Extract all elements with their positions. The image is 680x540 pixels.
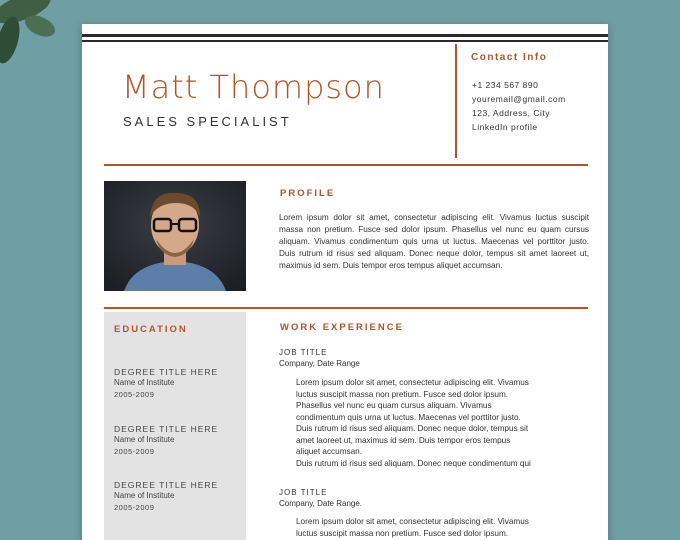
- job-bullets: [280, 377, 572, 469]
- top-rule: [82, 34, 608, 37]
- education-years: 2005-2009: [114, 503, 155, 512]
- contact-linkedin: LinkedIn profile: [472, 122, 538, 132]
- education-degree: DEGREE TITLE HERE: [114, 424, 219, 434]
- contact-heading: Contact Info: [471, 52, 548, 63]
- job-bullet: • Duis rutrum id risus sed aliquam. Donec neque condimentum qui: [296, 458, 572, 470]
- candidate-name: Matt Thompson: [122, 68, 385, 106]
- job-bullet: • Phasellus vel nunc eu quam cursus aliquam. Vivamus: [296, 400, 572, 412]
- job-company: Company, Date Range.: [279, 499, 363, 508]
- job-bullet: • condimentum quis urna ut luctus. Maecenas vel porttitor justo.: [296, 412, 572, 424]
- education-years: 2005-2009: [114, 390, 155, 399]
- profile-heading: PROFILE: [280, 188, 336, 199]
- contact-email: youremail@gmail.com: [472, 94, 566, 104]
- education-institute: Name of Institute: [114, 491, 175, 500]
- job-title: JOB TITLE: [279, 348, 328, 357]
- education-degree: DEGREE TITLE HERE: [114, 480, 219, 490]
- job-bullet: luctus suscipit massa non pretium. Fusce sed dolor ipsum.: [296, 528, 509, 538]
- section-rule-profile: [104, 307, 588, 309]
- top-rule-thin: [82, 40, 608, 42]
- job-company: Company, Date Range: [279, 359, 360, 368]
- job-bullet: Duis rutrum id risus sed aliquam. Donec neque dolor, tempus sit: [296, 424, 529, 433]
- contact-address: 123, Address, City: [472, 108, 550, 118]
- resume-page: [82, 24, 608, 540]
- profile-text: Lorem ipsum dolor sit amet, consectetur adipiscing elit. Vivamus luctus suscipit massa non pretium. Fusce sed dolor ipsum. Phasellus vel nunc eu quam cursus aliquam. Vivamus condimentum quis urna ut luctus. Maecenas vel porttitor justo. Duis rutrum id risus sed aliquam. Donec neque dolor, tempus sit amet laoreet ut, maximus id sem. Duis tempor eros tempus aliquet accumsan.: [279, 213, 589, 270]
- education-institute: Name of Institute: [114, 435, 175, 444]
- education-years: 2005-2009: [114, 447, 155, 456]
- profile-photo: [104, 181, 246, 291]
- job-bullet: • Lorem ipsum dolor sit amet, consectetur adipiscing elit. Vivamus: [296, 516, 572, 528]
- work-heading: WORK EXPERIENCE: [280, 322, 404, 333]
- plant-leaves-decoration: [0, 0, 62, 68]
- job-bullet: • Lorem ipsum dolor sit amet, consectetur adipiscing elit. Vivamus: [296, 377, 572, 389]
- contact-phone: +1 234 567 890: [472, 80, 539, 90]
- job-bullet: aliquet accumsan.: [296, 447, 362, 456]
- education-degree: DEGREE TITLE HERE: [114, 367, 219, 377]
- job-bullet: • amet laoreet ut, maximus id sem. Duis tempor eros tempus: [296, 435, 572, 447]
- education-institute: Name of Institute: [114, 378, 175, 387]
- education-heading: EDUCATION: [114, 324, 188, 335]
- job-title: JOB TITLE: [279, 488, 328, 497]
- candidate-role: SALES SPECIALIST: [123, 114, 292, 129]
- section-rule-header: [104, 164, 588, 166]
- job-bullet: luctus suscipit massa non pretium. Fusce sed dolor ipsum.: [296, 389, 509, 399]
- header-divider: [455, 44, 457, 158]
- job-bullets: [280, 516, 572, 539]
